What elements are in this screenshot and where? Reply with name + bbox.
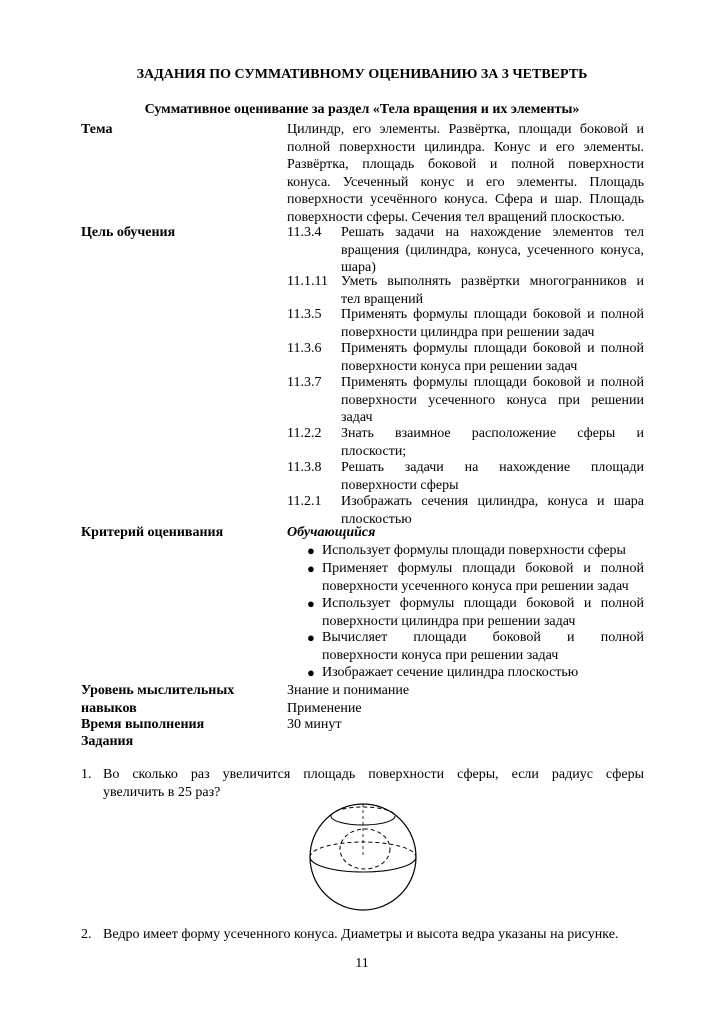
objective-line: задач — [341, 410, 373, 425]
objective-text — [341, 374, 644, 427]
objective-line: поверхности конуса при решении задач — [341, 358, 578, 374]
criteria-line: поверхности цилиндра при решении задач — [322, 613, 576, 629]
task-number: 1. — [81, 767, 92, 782]
objective-code: 11.3.8 — [287, 460, 322, 475]
criteria-line: Вычисляет площади боковой и полной — [322, 630, 644, 645]
topic-label: Тема — [81, 122, 113, 137]
objective-code: 11.1.11 — [287, 274, 328, 289]
objective-line: тел вращений — [341, 291, 424, 307]
criteria-heading: Обучающийся — [287, 525, 376, 540]
topic-line: Развёртка, площадь боковой и полной поверхности — [287, 157, 644, 172]
criteria-line: Применяет формулы площади боковой и полной — [322, 561, 644, 576]
objective-text — [341, 493, 644, 528]
skills-value: Применение — [287, 700, 362, 716]
objective-line: Изображать сечения цилиндра, конуса и шара — [341, 494, 644, 509]
criteria-text — [322, 629, 644, 664]
bullet-icon: ● — [307, 561, 315, 576]
objective-line: Применять формулы площади боковой и полной — [341, 375, 644, 390]
objective-line: Уметь выполнять развёртки многогранников и — [341, 274, 644, 289]
topic-line: полной поверхности цилиндра. Конус и его элементы. — [287, 139, 644, 155]
criteria-line: Изображает сечение цилиндра плоскостью — [322, 665, 579, 680]
criteria-label: Критерий оценивания — [81, 525, 224, 540]
objective-text — [341, 340, 644, 375]
criteria-text — [322, 542, 644, 560]
page-number: 11 — [355, 956, 369, 971]
objective-line: Решать задачи на нахождение элементов тел — [341, 225, 644, 240]
bullet-icon: ● — [307, 596, 315, 611]
tasks-label: Задания — [81, 734, 134, 749]
task-text — [103, 766, 644, 801]
equator-front — [310, 857, 416, 872]
bullet-icon: ● — [307, 630, 315, 645]
topic-line: поверхности усечённого конуса. Сфера и шар. Площадь — [287, 192, 644, 207]
skills-value: Знание и понимание — [287, 683, 410, 698]
objective-text — [341, 224, 644, 277]
inner-circle — [340, 829, 390, 869]
criteria-text — [322, 595, 644, 630]
objective-line: поверхности цилиндра при решении задач — [341, 324, 595, 340]
objective-line: шара) — [341, 260, 376, 275]
objectives-label: Цель обучения — [81, 225, 176, 240]
objectives-row — [81, 224, 644, 527]
objective-text — [341, 459, 644, 494]
topic-line: поверхности сферы. Сечения тел вращений плоскостью. — [287, 209, 625, 225]
criteria-line: Использует формулы площади боковой и полной — [322, 596, 644, 611]
section-subtitle: Суммативное оценивание за раздел «Тела вращения и их элементы» — [144, 102, 580, 117]
skills-values — [287, 682, 644, 717]
objective-line: плоскости; — [341, 443, 407, 459]
objective-line: Применять формулы площади боковой и полной — [341, 341, 644, 356]
task-number: 2. — [81, 927, 92, 942]
bullet-icon: ● — [307, 665, 315, 680]
objective-code: 11.2.2 — [287, 426, 322, 441]
bullet-icon: ● — [307, 543, 315, 558]
objective-text — [341, 273, 644, 308]
criteria-line: поверхности усеченного конуса при решении задач — [322, 578, 629, 594]
objective-code: 11.3.7 — [287, 375, 322, 390]
skills-label-line: навыков — [81, 700, 137, 716]
skills-label-line: Уровень мыслительных — [81, 683, 235, 698]
task-text: Ведро имеет форму усеченного конуса. Диаметры и высота ведра указаны на рисунке. — [103, 927, 619, 942]
topic-line: Цилиндр, его элементы. Развёртка, площади боковой и — [287, 122, 644, 137]
objective-code: 11.3.4 — [287, 225, 322, 240]
objective-code: 11.3.6 — [287, 341, 322, 356]
objective-text — [341, 306, 644, 341]
criteria-line: поверхности конуса при решении задач — [322, 647, 559, 663]
criteria-line: Использует формулы площади поверхности сферы — [322, 543, 626, 558]
sphere-figure — [307, 801, 419, 913]
objective-line: Знать взаимное расположение сферы и — [341, 426, 644, 441]
task-line: Во сколько раз увеличится площадь поверхности сферы, если радиус сферы — [103, 767, 644, 782]
criteria-text — [322, 664, 644, 682]
objective-line: Решать задачи на нахождение площади — [341, 460, 644, 475]
topic-text — [287, 121, 644, 226]
objective-text — [341, 425, 644, 460]
objective-code: 11.3.5 — [287, 307, 322, 322]
time-label: Время выполнения — [81, 717, 205, 732]
objective-code: 11.2.1 — [287, 494, 322, 509]
objective-line: поверхности сферы — [341, 477, 459, 493]
objective-line: поверхности усеченного конуса при решении — [341, 392, 644, 408]
skills-label — [81, 682, 281, 717]
task-line: увеличить в 25 раз? — [103, 784, 221, 800]
time-value: 30 минут — [287, 717, 342, 732]
topic-line: конуса. Усеченный конус и его элементы. Площадь — [287, 174, 644, 190]
page-title: ЗАДАНИЯ ПО СУММАТИВНОМУ ОЦЕНИВАНИЮ ЗА 3 ЧЕТВЕРТЬ — [136, 67, 588, 82]
objective-line: плоскостью — [341, 511, 412, 527]
criteria-row — [81, 524, 644, 684]
objective-line: Применять формулы площади боковой и полной — [341, 307, 644, 322]
objective-line: вращения (цилиндра, конуса, усеченного конуса, — [341, 242, 644, 258]
criteria-text — [322, 560, 644, 595]
